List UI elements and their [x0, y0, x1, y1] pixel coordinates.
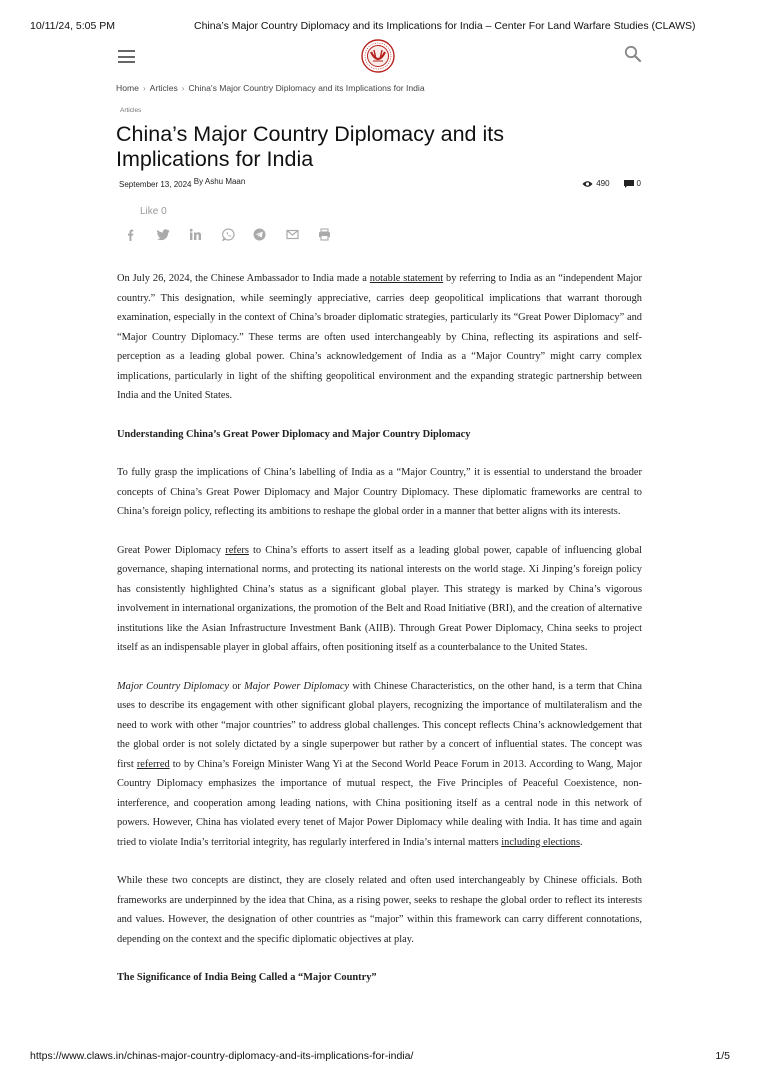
paragraph: To fully grasp the implications of China’s labelling of India as a “Major Country,” it is essential to understand the broader concepts of China’s Great Power Diplomacy and Major Country Diplomacy. These diplomatic frameworks are central to China’s foreign policy, reflecting its ambitions to reshape the global order in a manner that better aligns with its interests.	[117, 467, 642, 517]
paragraph-text: .	[580, 836, 583, 848]
search-icon[interactable]	[624, 45, 642, 63]
email-icon[interactable]	[286, 228, 299, 241]
eye-icon	[582, 180, 593, 188]
paragraph-text: to China’s efforts to assert itself as a leading global power, capable of influencing global governance, shaping international norms, and protecting its national interests on the world stage. Xi Jinping’s foreign policy has consistently highlighted China’s status as a significant global player. This strategy is marked by China’s vigorous involvement in international organizations, the promotion of the Belt and Road Initiative (BRI), and the creation of alternative institutions like the Asian Infrastructure Investment Bank (AIIB). Through Great Power Diplomacy, China seeks to project itself as an indispensable player in global affairs, often positioning itself as a counterbalance to the United States.	[117, 544, 642, 653]
paragraph-text: Great Power Diplomacy	[117, 544, 226, 556]
italic-term: Major Power Diplomacy	[244, 680, 350, 692]
views-count	[582, 179, 609, 188]
post-author[interactable]: Ashu Maan	[204, 177, 246, 186]
paragraph	[117, 269, 642, 406]
refers-link[interactable]: refers	[225, 544, 249, 556]
print-page-title: China’s Major Country Diplomacy and its Implications for India – Center For Land Warfare Studies (CLAWS)	[194, 20, 696, 32]
print-page-number: 1/5	[715, 1050, 730, 1062]
twitter-icon[interactable]	[157, 228, 170, 241]
paragraph: While these two concepts are distinct, they are closely related and often used interchangeably by Chinese officials. Both frameworks are underpinned by the idea that China, as a rising power, seeks to reshape the global order to reflect its interests and values. However, the designation of other countries as “major” within this framework can carry different connotations, depending on the context and the specific diplomatic objectives at play.	[117, 875, 642, 945]
comment-icon	[624, 180, 634, 188]
print-icon[interactable]	[318, 228, 331, 241]
chevron-right-icon: ›	[142, 84, 146, 93]
notable-statement-link[interactable]: notable statement	[369, 273, 444, 284]
paragraph-text: On July 26, 2024, the Chinese Ambassador to India made a	[117, 273, 370, 284]
print-url: https://www.claws.in/chinas-major-country-diplomacy-and-its-implications-for-india/	[30, 1050, 414, 1062]
comments-count[interactable]	[624, 179, 641, 188]
paragraph	[117, 541, 642, 658]
post-meta	[119, 177, 246, 189]
section-heading: Understanding China’s Great Power Diplomacy and Major Country Diplomacy	[117, 428, 471, 440]
breadcrumb-current[interactable]: China's Major Country Diplomacy and its Implications for India	[188, 83, 425, 93]
italic-term: Major Country Diplomacy	[117, 680, 230, 692]
including-elections-link[interactable]: including elections	[501, 836, 581, 848]
breadcrumb-home[interactable]: Home	[116, 83, 139, 93]
facebook-icon[interactable]	[124, 228, 137, 241]
telegram-icon[interactable]	[253, 228, 266, 241]
comments-value: 0	[636, 179, 641, 188]
chevron-right-icon: ›	[181, 84, 185, 93]
breadcrumb-articles[interactable]: Articles	[149, 83, 178, 93]
referred-link[interactable]: referred	[136, 758, 170, 770]
claws-logo[interactable]	[361, 39, 395, 73]
whatsapp-icon[interactable]	[222, 228, 235, 241]
section-heading: The Significance of India Being Called a “Major Country”	[117, 972, 377, 983]
post-date: September 13, 2024	[119, 180, 192, 189]
paragraph-text: to by China’s Foreign Minister Wang Yi at the Second World Peace Forum in 2013. According to Wang, Major Country Diplomacy emphasizes the importance of mutual respect, the Five Principles of Peaceful Coexistence, non-interference, and cooperation among leading nations, with China positioning itself as a central node in this network of powers. However, China has violated every tenet of Major Power Diplomacy while dealing with India. It has time and again tried to violate India’s territorial integrity, has regularly interfered in India’s internal matters	[117, 758, 642, 848]
hamburger-menu-icon[interactable]	[118, 50, 135, 63]
paragraph-text: by referring to India as an “independent Major country.” This designation, while seemingly appreciative, carries deep geopolitical implications that warrant thorough examination, especially in the context of China’s broader diplomatic strategies, particularly its “Great Power Diplomacy” and “Major Country Diplomacy.” These terms are often used interchangeably by China, reflecting its aspirations and self-perception as a leading global power. China’s acknowledgement of India as a “Major Country” might carry complex implications, particularly in light of the shifting geopolitical environment and the expanding strategic partnership between India and the United States.	[117, 273, 643, 401]
post-title: China’s Major Country Diplomacy and its Implications for India	[116, 122, 504, 171]
post-stats	[582, 179, 641, 188]
linkedin-icon[interactable]	[189, 228, 202, 241]
site-header	[116, 40, 642, 74]
article-content	[117, 269, 642, 1007]
print-datetime: 10/11/24, 5:05 PM	[30, 20, 116, 32]
paragraph-text: with Chinese Characteristics, on the other hand, is a term that China uses to describe its engagement with other significant global players, recognizing the importance of multilateralism and the need to work with other “major countries” to address global challenges. This concept reflects China’s acknowledgement that the global order is not solely dictated by a single superpower but rather by a concert of influential states. The concept was first	[117, 680, 642, 770]
post-by: By	[193, 177, 204, 186]
post-category[interactable]: Articles	[120, 107, 142, 114]
views-value: 490	[596, 179, 610, 188]
like-button[interactable]: Like 0	[140, 206, 167, 217]
print-header	[0, 20, 758, 34]
paragraph-text: or	[229, 680, 245, 692]
paragraph	[117, 677, 642, 853]
breadcrumb	[116, 83, 425, 93]
